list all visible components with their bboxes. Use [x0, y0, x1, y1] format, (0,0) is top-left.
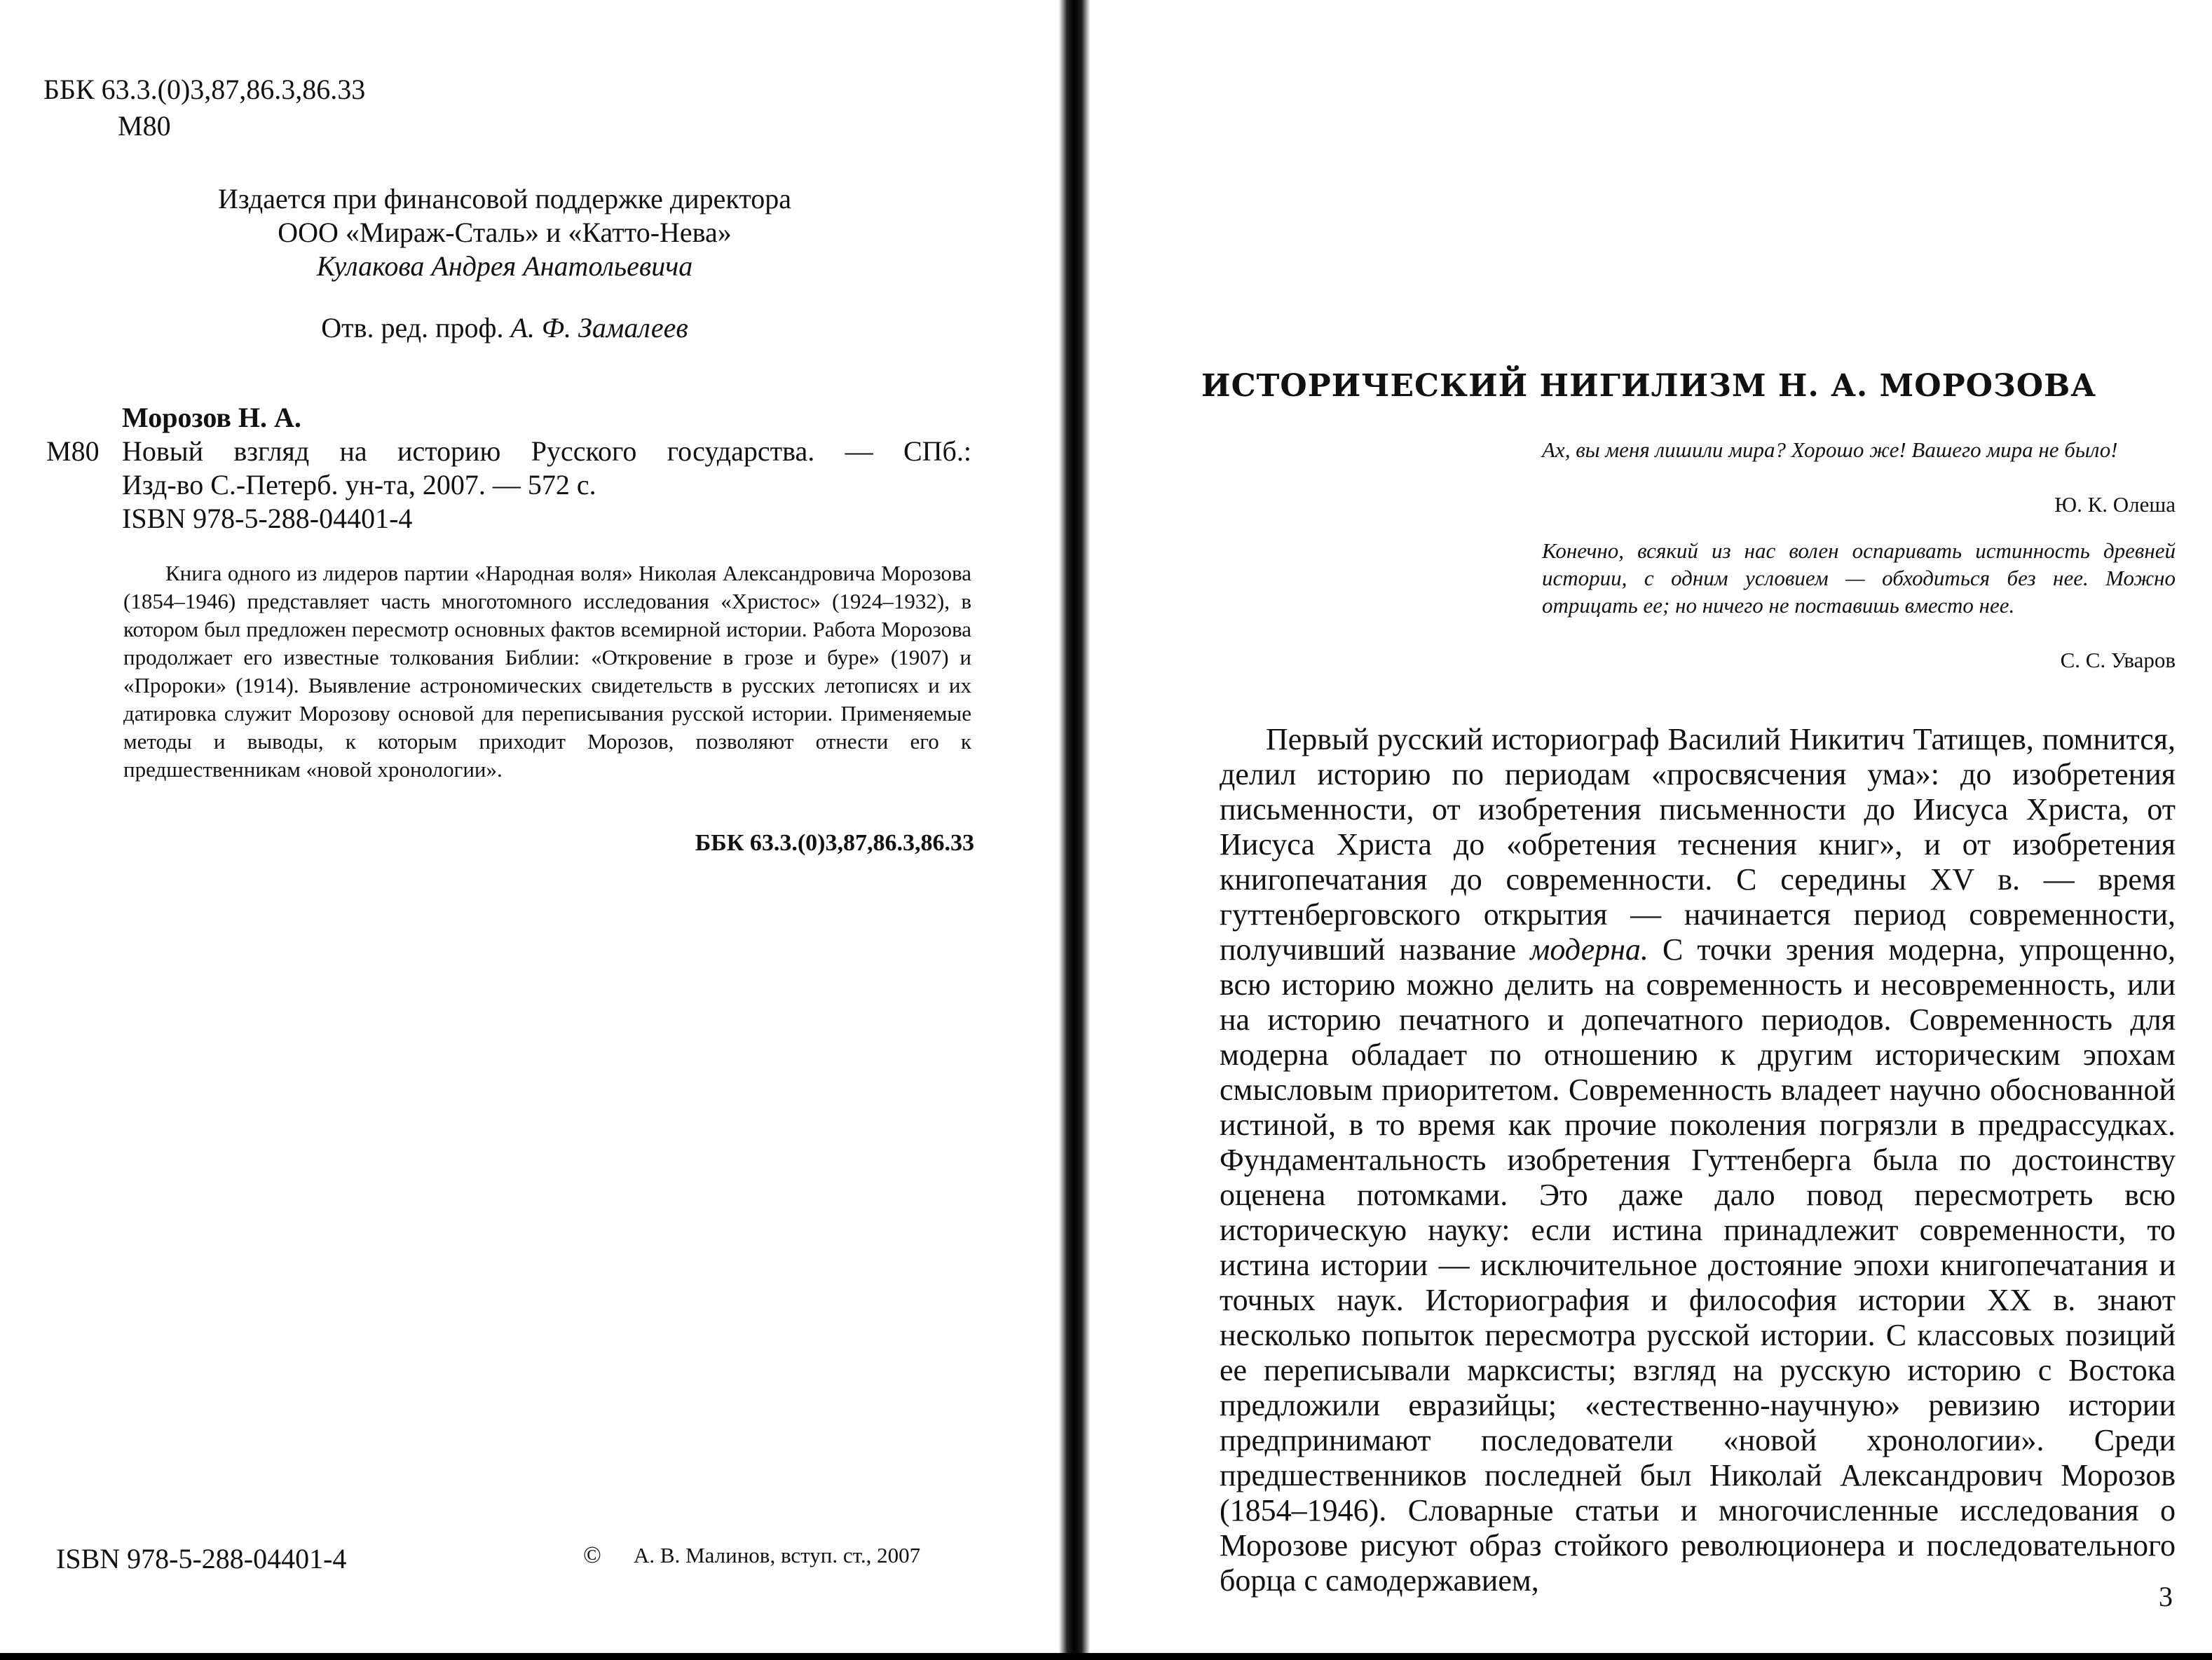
body-text-part-2: С точки зрения модерна, упрощенно, всю историю можно делить на современность и несовременность, или на историю печатного и допечатного периодов. Современность для модерна обладает по отношению к другим историческим эпохам смысловым приоритетом. Современность владеет научно обоснованной истиной, в то время как прочие поколения погрязли в предрассудках. Фундаментальность изобретения Гуттенберга была по достоинству оценена потомками. Это даже дало повод пересмотреть всю историческую науку: если истина принадлежит современности, то истина истории — исключительное достояние эпохи книгопечатания и точных наук. Историография и философия истории XX в. знают несколько попыток пересмотра русской истории. С классовых позиций ее переписывали марксисты; взгляд на русскую историю с Востока предложили евразийцы; «естественно-научную» ревизию истории предпринимают последователи «новой хронологии». Среди предшественников последней был Николай Александрович Морозов (1854–1946). Словарные статьи и многочисленные исследования о Морозове рисуют образ стойкого революционера и последовательного борца с самодержавием, — [1220, 932, 2176, 1598]
annotation — [123, 559, 971, 784]
publisher-line: Изд-во С.-Петерб. ун-та, 2007. — 572 с. — [122, 469, 596, 501]
epigraph-1: Ах, вы меня лишили мира? Хорошо же! Вашего мира не было! — [1542, 437, 2118, 462]
author-mark-top: М80 — [118, 110, 171, 142]
copyright-icon: © — [583, 1542, 601, 1568]
author-mark: М80 — [46, 435, 100, 467]
body-text-italic: модерна. — [1530, 932, 1648, 967]
editor-name: А. Ф. Замалеев — [510, 312, 688, 343]
editor-prefix: Отв. ред. проф. — [321, 312, 504, 343]
book-title-line: Новый взгляд на историю Русского государства. — СПб.: — [122, 435, 971, 467]
page-number: 3 — [2159, 1581, 2173, 1612]
scan-bottom-edge — [0, 1653, 2212, 1660]
copyright-text: А. В. Малинов, вступ. ст., 2007 — [634, 1543, 921, 1567]
bbk-code-bottom: ББК 63.3.(0)3,87,86.3,86.33 — [695, 830, 974, 856]
left-page — [0, 0, 1051, 1660]
isbn-bottom: ISBN 978-5-288-04401-4 — [56, 1543, 347, 1574]
epigraph-2: Конечно, всякий из нас волен оспаривать истинность древней истории, с одним условием — обходиться без нее. Можно отрицать ее; но ничего не поставишь вместо нее. — [1542, 538, 2176, 618]
isbn-line: ISBN 978-5-288-04401-4 — [122, 503, 413, 534]
sponsor-name: Кулакова Андрея Анатольевича — [316, 250, 693, 282]
annotation-text: Книга одного из лидеров партии «Народная воля» Николая Александровича Морозова (1854–1946) представляет часть многотомного исследования «Христос» (1924–1932), в котором был предложен пересмотр основных фактов всемирной истории. Работа Морозова продолжает его известные толкования Библии: «Откровение в грозе и буре» (1907) и «Пророки» (1914). Выявление астрономических свидетельств в русских летописях и их датировка служит Морозову основой для переписывания русской истории. Применяемые методы и выводы, к которым приходит Морозов, позволяют отнести его к предшественникам «новой хронологии». — [123, 561, 971, 782]
epigraph-2-author: С. С. Уваров — [2060, 648, 2176, 672]
bbk-code-top: ББК 63.3.(0)3,87,86.3,86.33 — [43, 74, 366, 105]
body-text-part-1: Первый русский историограф Василий Никитич Татищев, помнится, делил историю по периодам «просвясчения ума»: до изобретения письменности, от изобретения письменности до Иисуса Христа, от Иисуса Христа до «обретения теснения книг», и от изобретения книгопечатания до современности. С середины XV в. — время гуттенберговского открытия — начинается период современности, получивший название — [1220, 722, 2176, 967]
book-author: Морозов Н. А. — [122, 402, 301, 433]
sponsor-line-2: ООО «Мираж-Сталь» и «Катто-Нева» — [278, 217, 732, 248]
chapter-title: ИСТОРИЧЕСКИЙ НИГИЛИЗМ Н. А. МОРОЗОВА — [1201, 368, 2097, 404]
right-page — [1093, 0, 2212, 1660]
book-spine-gutter — [1050, 0, 1099, 1660]
chapter-body — [1220, 722, 2176, 1598]
sponsor-line-1: Издается при финансовой поддержке директора — [217, 183, 792, 215]
epigraph-1-author: Ю. К. Олеша — [2054, 492, 2176, 517]
editor-line — [112, 311, 897, 345]
body-paragraph — [1220, 722, 2176, 1598]
